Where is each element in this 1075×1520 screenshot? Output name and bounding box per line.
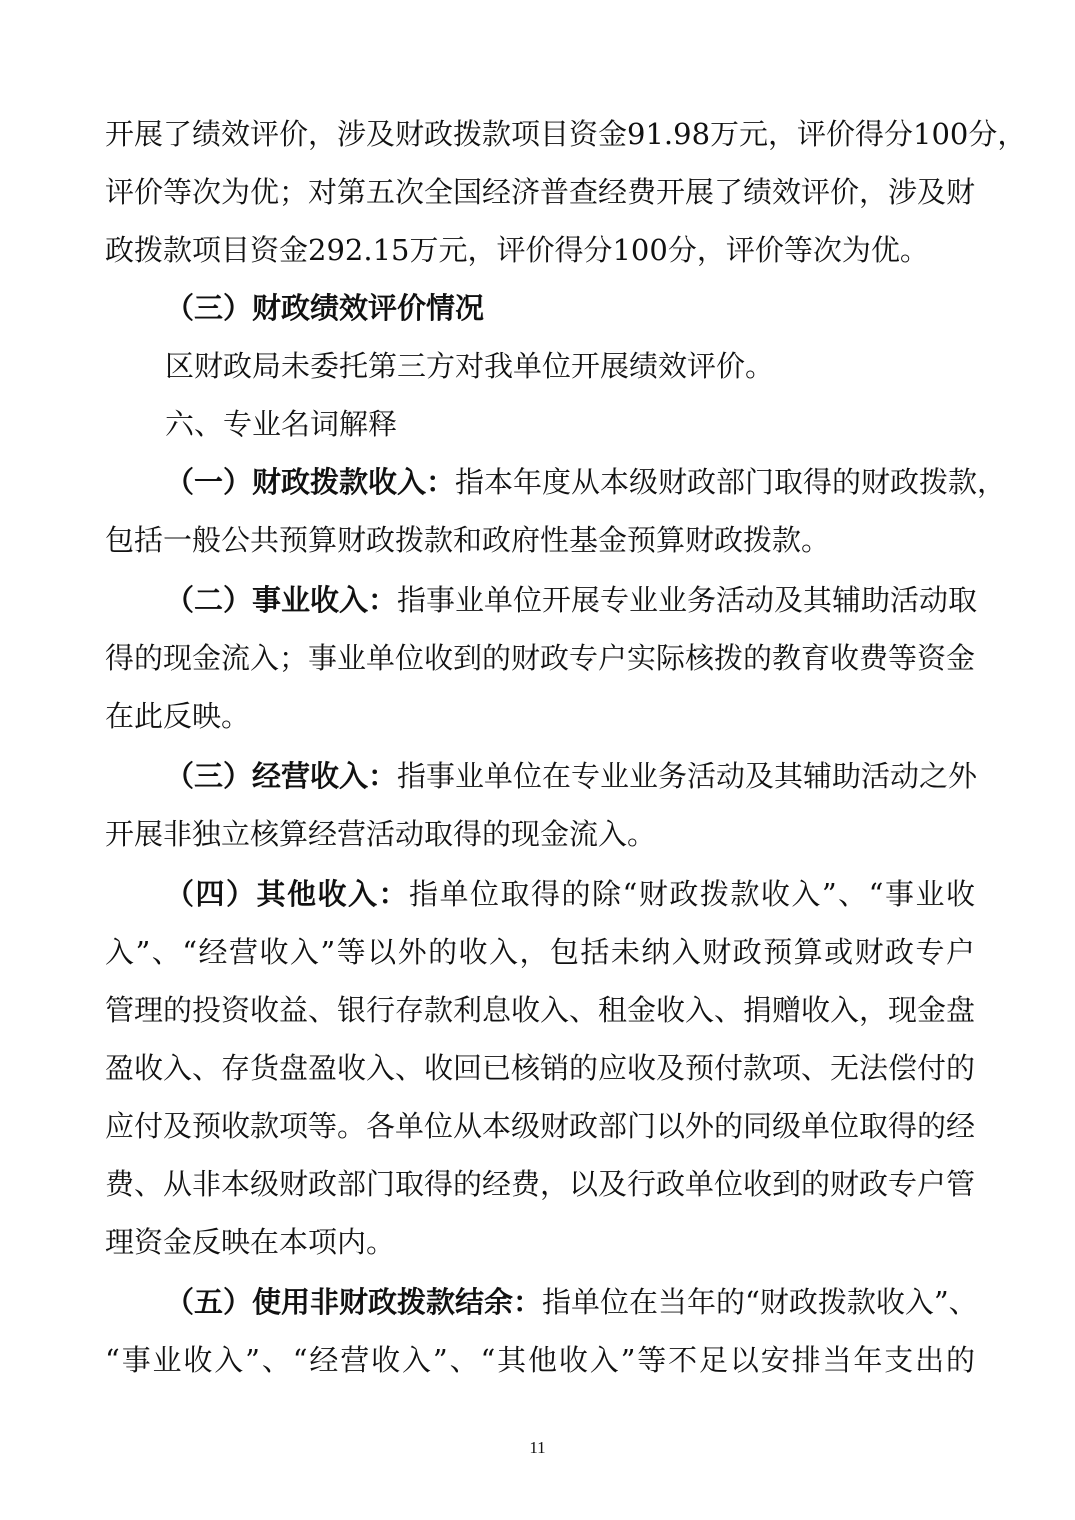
term-1-text: 指本年度从本级财政部门取得的财政拨款，	[455, 465, 1007, 499]
term-4-line: 费、从非本级财政部门取得的经费，以及行政单位收到的财政专户管	[105, 1167, 976, 1201]
term-4-line: 应付及预收款项等。各单位从本级财政部门以外的同级单位取得的经	[105, 1109, 976, 1143]
section-3-text: 区财政局未委托第三方对我单位开展绩效评价。	[165, 349, 775, 383]
term-4-line: 盈收入、存货盘盈收入、收回已核销的应收及预付款项、无法偿付的	[105, 1051, 976, 1085]
section-heading-6: 六、专业名词解释	[165, 407, 398, 441]
section-heading-3: （三）财政绩效评价情况	[165, 291, 485, 325]
term-1-line: 包括一般公共预算财政拨款和政府性基金预算财政拨款。	[105, 523, 831, 557]
term-5-line: “事业收入”、“经营收入”、“其他收入”等不足以安排当年支出的	[105, 1343, 975, 1377]
term-4-text: 指单位取得的除“财政拨款收入”、“事业收	[409, 877, 975, 911]
term-3-line: 开展非独立核算经营活动取得的现金流入。	[105, 817, 657, 851]
term-4-line	[165, 874, 975, 914]
term-4-line: 管理的投资收益、银行存款利息收入、租金收入、捐赠收入，现金盘	[105, 993, 976, 1027]
term-4-label: （四）其他收入：	[165, 877, 410, 911]
term-4-line: 理资金反映在本项内。	[105, 1225, 396, 1259]
term-3-text: 指事业单位在专业业务活动及其辅助活动之外	[397, 759, 978, 793]
paragraph-line: 政拨款项目资金292.15万元，评价得分100分，评价等次为优。	[105, 233, 929, 267]
term-3-line	[165, 756, 978, 796]
term-3-label: （三）经营收入：	[165, 759, 398, 793]
term-2-line: 得的现金流入；事业单位收到的财政专户实际核拨的教育收费等资金	[105, 641, 976, 675]
term-5-text: 指单位在当年的“财政拨款收入”、	[542, 1285, 978, 1319]
page-number: 11	[529, 1438, 546, 1457]
paragraph-line: 开展了绩效评价，涉及财政拨款项目资金91.98万元，评价得分100分，	[105, 117, 1027, 151]
term-4-line: 入”、“经营收入”等以外的收入，包括未纳入财政预算或财政专户	[105, 935, 975, 969]
term-2-text: 指事业单位开展专业业务活动及其辅助活动取	[397, 583, 978, 617]
term-5-line	[165, 1282, 978, 1322]
paragraph-line: 评价等次为优；对第五次全国经济普查经费开展了绩效评价，涉及财	[105, 175, 976, 209]
term-1-label: （一）财政拨款收入：	[165, 465, 456, 499]
term-2-line: 在此反映。	[105, 699, 251, 733]
term-2-label: （二）事业收入：	[165, 583, 398, 617]
term-2-line	[165, 580, 978, 620]
term-1-line	[165, 462, 1007, 502]
term-5-label: （五）使用非财政拨款结余：	[165, 1285, 543, 1319]
